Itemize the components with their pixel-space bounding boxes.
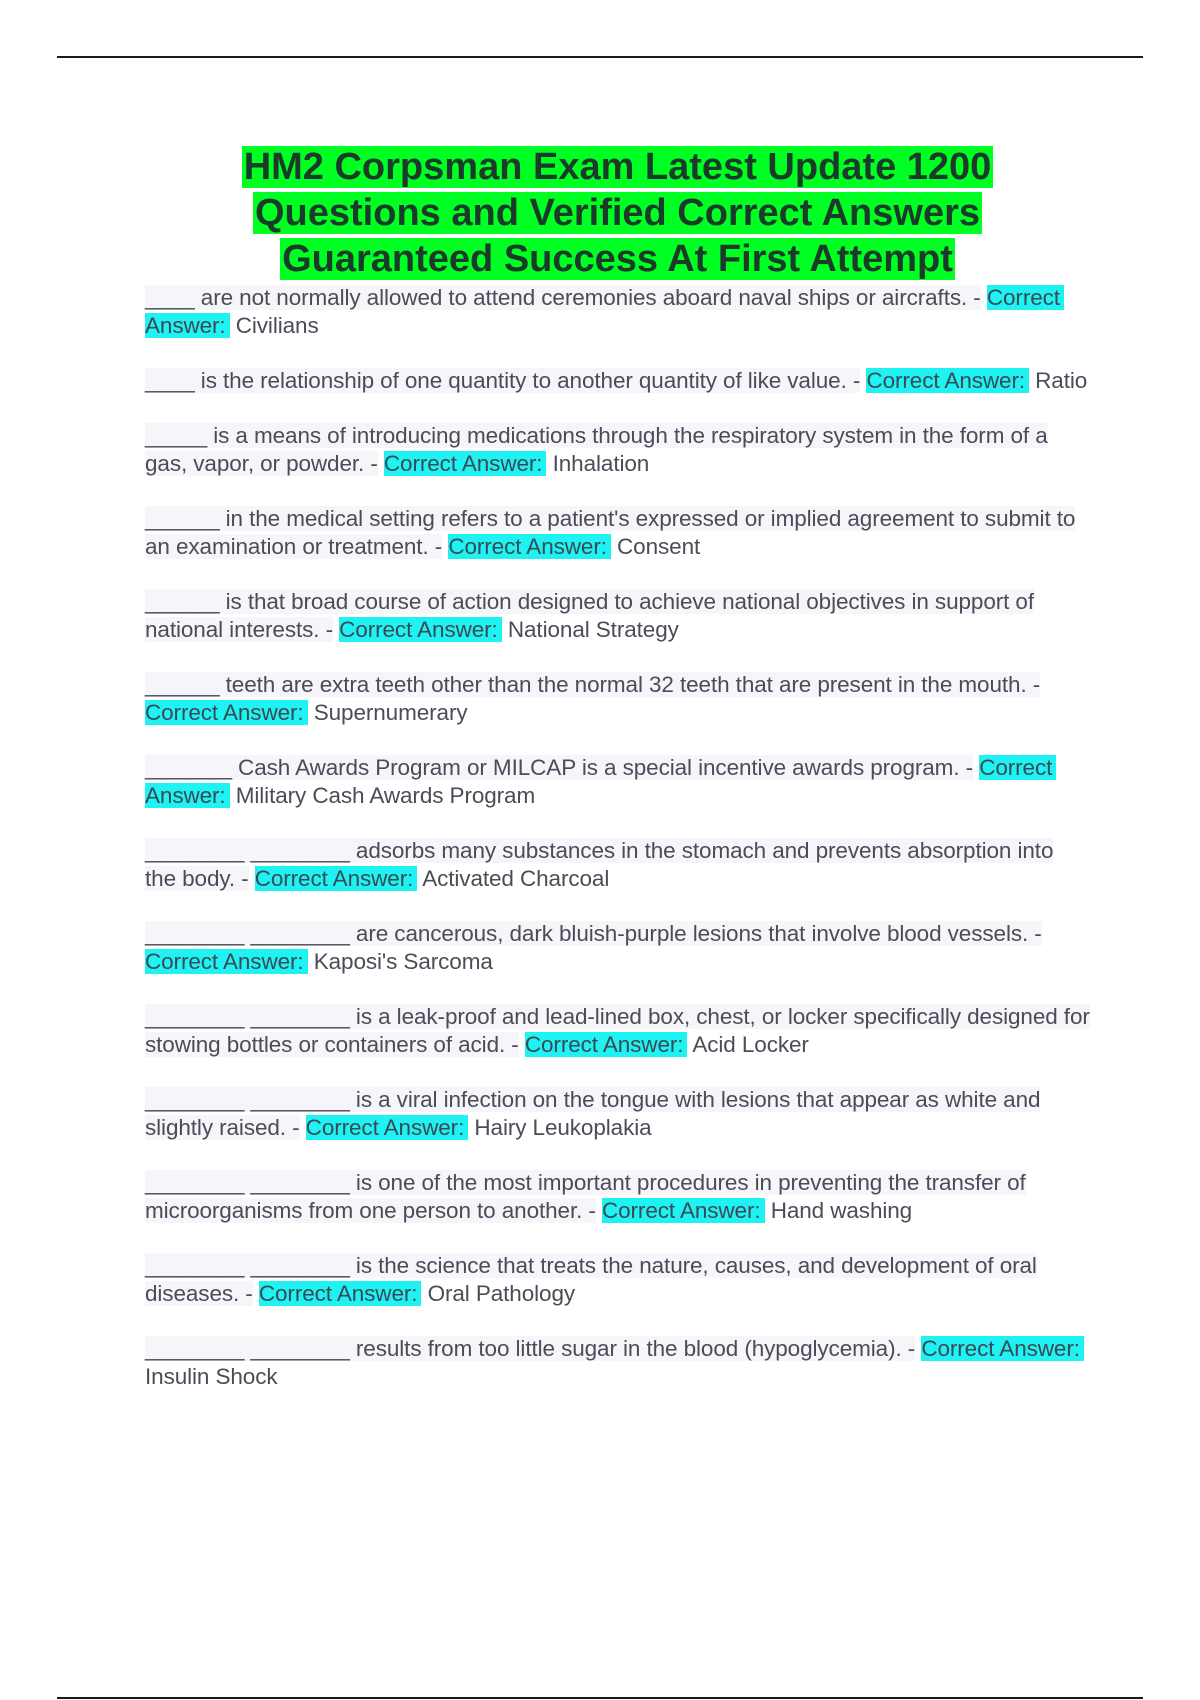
correct-answer-label: Correct Answer:: [145, 285, 1064, 338]
bottom-rule: [57, 1697, 1143, 1699]
correct-answer-label: Correct Answer:: [259, 1281, 422, 1306]
answer-text: Military Cash Awards Program: [235, 783, 536, 808]
answer-text: Kaposi's Sarcoma: [313, 949, 493, 974]
answer-text: Insulin Shock: [145, 1364, 278, 1389]
question-text: ________ ________ results from too little sugar in the blood (hypoglycemia). -: [145, 1336, 916, 1361]
qa-item: [145, 505, 1090, 561]
correct-answer-label: Correct Answer:: [866, 368, 1029, 393]
qa-item: [145, 1003, 1090, 1059]
question-text: ________ ________ is one of the most important procedures in preventing the transfer of microorganisms from one person to another. -: [145, 1170, 1026, 1223]
correct-answer-label: Correct Answer:: [921, 1336, 1084, 1361]
correct-answer-label: Correct Answer:: [145, 700, 308, 725]
answer-text: Acid Locker: [692, 1032, 809, 1057]
qa-item: [145, 1252, 1090, 1308]
qa-item: [145, 284, 1090, 340]
qa-item: [145, 1169, 1090, 1225]
answer-text: Civilians: [235, 313, 319, 338]
answer-text: National Strategy: [507, 617, 679, 642]
qa-item: [145, 920, 1090, 976]
correct-answer-label: Correct Answer:: [339, 617, 502, 642]
correct-answer-label: Correct Answer:: [255, 866, 418, 891]
question-text: ________ ________ is the science that treats the nature, causes, and development of oral diseases. -: [145, 1253, 1037, 1306]
answer-text: Inhalation: [552, 451, 650, 476]
correct-answer-label: Correct Answer:: [384, 451, 547, 476]
correct-answer-label: Correct Answer:: [145, 949, 308, 974]
qa-list: [145, 284, 1090, 1418]
question-text: ________ ________ adsorbs many substances in the stomach and prevents absorption into the body. -: [145, 838, 1054, 891]
question-text: ______ is that broad course of action designed to achieve national objectives in support of national interests. -: [145, 589, 1035, 642]
qa-item: [145, 754, 1090, 810]
correct-answer-label: Correct Answer:: [448, 534, 611, 559]
question-text: _____ is a means of introducing medications through the respiratory system in the form of a gas, vapor, or powder. -: [145, 423, 1048, 476]
qa-item: [145, 588, 1090, 644]
qa-item: [145, 1086, 1090, 1142]
top-rule: [57, 56, 1143, 58]
correct-answer-label: Correct Answer:: [525, 1032, 688, 1057]
question-text: ____ is the relationship of one quantity to another quantity of like value. -: [145, 368, 861, 393]
qa-item: [145, 671, 1090, 727]
question-text: ____ are not normally allowed to attend ceremonies aboard naval ships or aircrafts. -: [145, 285, 981, 310]
correct-answer-label: Correct Answer:: [306, 1115, 469, 1140]
answer-text: Hand washing: [770, 1198, 913, 1223]
answer-text: Hairy Leukoplakia: [474, 1115, 652, 1140]
question-text: ________ ________ are cancerous, dark bluish-purple lesions that involve blood vessels. -: [145, 921, 1042, 946]
correct-answer-label: Correct Answer:: [145, 755, 1056, 808]
answer-text: Supernumerary: [313, 700, 468, 725]
qa-item: [145, 422, 1090, 478]
document-title: [145, 144, 1090, 282]
document-title-text: HM2 Corpsman Exam Latest Update 1200 Questions and Verified Correct Answers Guaranteed Success At First Attempt: [243, 146, 992, 280]
question-text: ______ in the medical setting refers to a patient's expressed or implied agreement to submit to an examination or treatment. -: [145, 506, 1076, 559]
question-text: ______ teeth are extra teeth other than the normal 32 teeth that are present in the mouth. -: [145, 672, 1041, 697]
answer-text: Ratio: [1035, 368, 1088, 393]
answer-text: Oral Pathology: [427, 1281, 576, 1306]
qa-item: [145, 367, 1090, 395]
question-text: ________ ________ is a leak-proof and lead-lined box, chest, or locker specifically designed for stowing bottles or containers of acid. -: [145, 1004, 1090, 1057]
qa-item: [145, 1335, 1090, 1391]
answer-text: Activated Charcoal: [422, 866, 610, 891]
correct-answer-label: Correct Answer:: [602, 1198, 765, 1223]
question-text: ________ ________ is a viral infection on the tongue with lesions that appear as white and slightly raised. -: [145, 1087, 1041, 1140]
question-text: _______ Cash Awards Program or MILCAP is a special incentive awards program. -: [145, 755, 974, 780]
qa-item: [145, 837, 1090, 893]
answer-text: Consent: [617, 534, 701, 559]
